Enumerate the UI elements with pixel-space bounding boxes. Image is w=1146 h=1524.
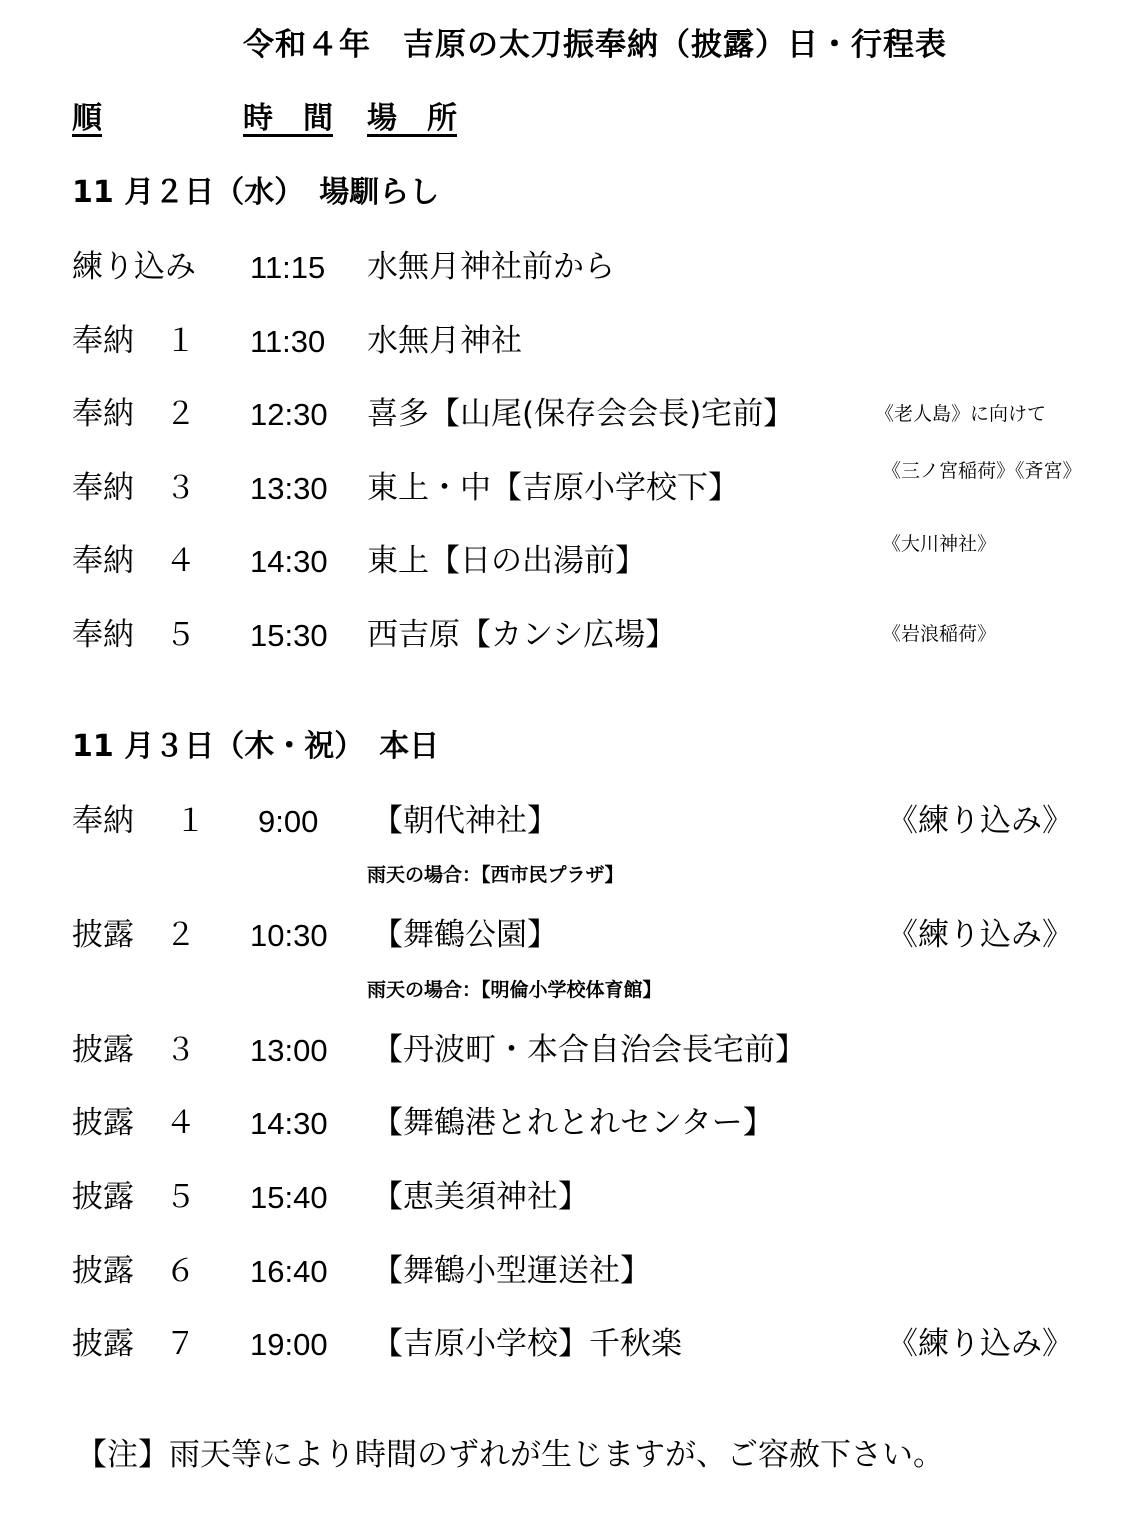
row-place: 喜多【山尾(保存会会長)宅前】 [367,396,795,432]
row-order: 奉納 ５ [72,617,196,653]
row-order: 奉納 ３ [72,470,196,506]
header-order: 順 [72,101,102,136]
row-order: 披露 ２ [72,917,196,953]
row-order: 奉納 ２ [72,396,196,432]
day1-heading: 11 月２日（水） 場馴らし [72,175,440,210]
row-order: 練り込み [72,249,196,285]
row-order: 奉納 ４ [72,543,196,579]
row-place: 【恵美須神社】 [372,1179,589,1215]
row-time: 13:00 [250,1033,328,1068]
row-time: 15:40 [250,1180,328,1215]
row-time: 14:30 [250,544,328,579]
row-order: 披露 ６ [72,1253,196,1289]
row-time: 11:15 [250,250,326,285]
row-time: 15:30 [250,618,328,653]
row-time: 16:40 [250,1254,328,1289]
row-note: 《岩浪稲荷》 [882,623,997,645]
row-time: 10:30 [250,918,328,953]
row-place: 西吉原【カンシ広場】 [367,617,677,653]
row-place: 【丹波町・本合自治会長宅前】 [372,1032,806,1068]
rain-note: 雨天の場合：【明倫小学校体育館】 [367,979,662,1001]
row-time: 12:30 [250,397,328,432]
page-title: 令和４年 吉原の太刀振奉納（披露）日・行程表 [243,27,947,63]
row-place: 【舞鶴小型運送社】 [372,1253,651,1289]
row-note: 《大川神社》 [882,533,997,555]
row-mark: 《練り込み》 [887,917,1073,953]
row-note: 《老人島》に向けて [875,403,1047,425]
row-order: 奉納 １ [72,803,206,839]
row-order: 披露 ４ [72,1105,196,1141]
row-place: 東上・中【吉原小学校下】 [367,470,739,506]
footer-note: 【注】雨天等により時間のずれが生じますが、ご容赦下さい。 [76,1437,944,1473]
row-order: 披露 ３ [72,1032,196,1068]
header-time: 時 間 [243,101,333,136]
row-time: 14:30 [250,1106,328,1141]
row-place: 【吉原小学校】千秋楽 [372,1326,682,1362]
row-note: 《三ノ宮稲荷》《斉宮》 [882,460,1082,482]
row-mark: 《練り込み》 [887,1326,1073,1362]
row-place: 東上【日の出湯前】 [367,543,646,579]
header-place: 場 所 [367,101,457,136]
row-mark: 《練り込み》 [887,803,1073,839]
row-order: 披露 ５ [72,1179,196,1215]
row-place: 【舞鶴公園】 [372,917,558,953]
row-place: 水無月神社前から [367,249,615,285]
row-place: 【朝代神社】 [372,803,558,839]
row-time: 19:00 [250,1327,328,1362]
row-place: 水無月神社 [367,323,522,359]
row-order: 奉納 １ [72,323,196,359]
row-time: 9:00 [258,804,319,839]
row-order: 披露 ７ [72,1326,196,1362]
day2-heading: 11 月３日（木・祝） 本日 [72,729,440,764]
row-place: 【舞鶴港とれとれセンター】 [372,1105,774,1141]
row-time: 13:30 [250,471,328,506]
rain-note: 雨天の場合：【西市民プラザ】 [367,864,624,886]
row-time: 11:30 [250,324,326,359]
